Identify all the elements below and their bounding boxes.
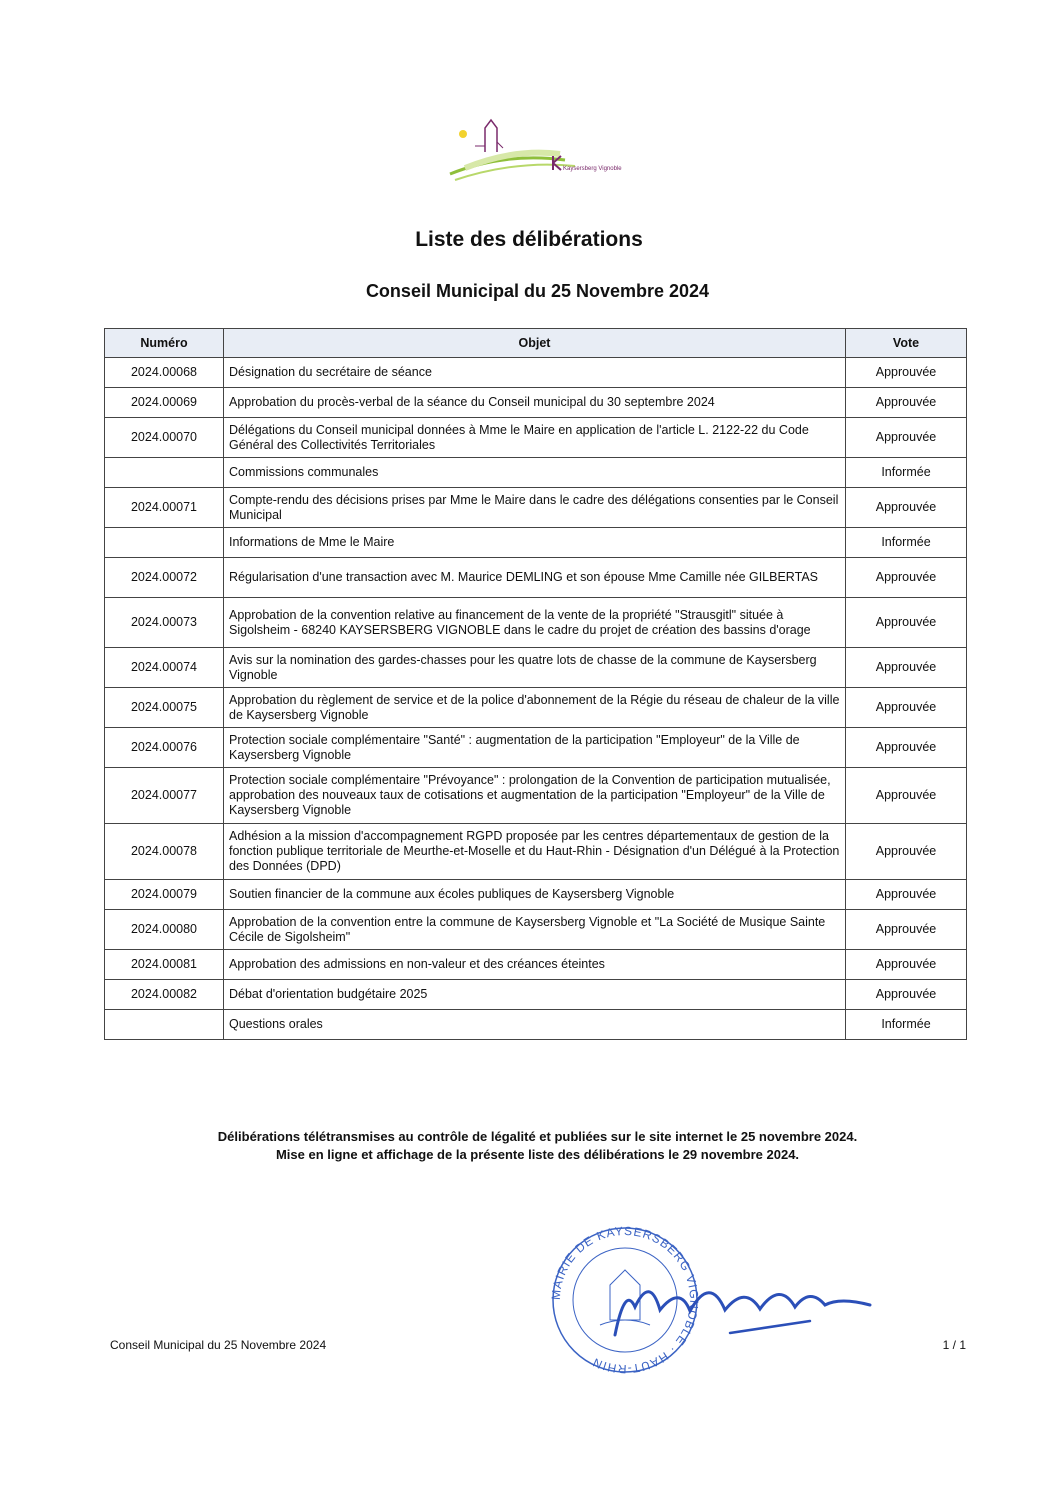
- cell-objet: Informations de Mme le Maire: [224, 528, 846, 558]
- footer-left-text: Conseil Municipal du 25 Novembre 2024: [110, 1338, 327, 1352]
- table-row: [105, 880, 967, 910]
- cell-numero: 2024.00069: [105, 388, 224, 418]
- cell-numero: 2024.00081: [105, 950, 224, 980]
- cell-objet: Protection sociale complémentaire "Prévoyance" : prolongation de la Convention de participation mutualisée, approbation des nouveaux taux de cotisations et augmentation de la participation "Employeur" de la Ville de Kaysersberg Vignoble: [224, 768, 846, 824]
- cell-vote: Approuvée: [846, 768, 967, 824]
- table-row: [105, 418, 967, 458]
- cell-objet: Approbation de la convention entre la commune de Kaysersberg Vignoble et "La Société de Musique Sainte Cécile de Sigolsheim": [224, 910, 846, 950]
- cell-numero: 2024.00082: [105, 980, 224, 1010]
- table-row: [105, 558, 967, 598]
- document-title: Liste des délibérations: [415, 228, 643, 251]
- cell-vote: Approuvée: [846, 728, 967, 768]
- publication-note-line-2: Mise en ligne et affichage de la présente liste des délibérations le 29 novembre 2024.: [275, 1147, 800, 1162]
- cell-objet: Commissions communales: [224, 458, 846, 488]
- table-row: [105, 488, 967, 528]
- cell-vote: Approuvée: [846, 358, 967, 388]
- table-row: [105, 728, 967, 768]
- cell-objet: Soutien financier de la commune aux écoles publiques de Kaysersberg Vignoble: [224, 880, 846, 910]
- cell-objet: Approbation des admissions en non-valeur et des créances éteintes: [224, 950, 846, 980]
- cell-numero: 2024.00079: [105, 880, 224, 910]
- cell-vote: Approuvée: [846, 688, 967, 728]
- cell-vote: Approuvée: [846, 598, 967, 648]
- cell-numero: [105, 528, 224, 558]
- cell-objet: Adhésion a la mission d'accompagnement RGPD proposée par les centres départementaux de gestion de la fonction publique territoriale de Meurthe-et-Moselle et du Haut-Rhin - Désignation d'un Délégué à la Protection des Données (DPD): [224, 824, 846, 880]
- cell-numero: 2024.00080: [105, 910, 224, 950]
- cell-objet: Compte-rendu des décisions prises par Mme le Maire dans le cadre des délégations consenties par le Conseil Municipal: [224, 488, 846, 528]
- mayor-stamp-signature: [540, 1215, 885, 1385]
- cell-objet: Délégations du Conseil municipal données à Mme le Maire en application de l'article L. 2122-22 du Code Général des Collectivités Territoriales: [224, 418, 846, 458]
- page-footer: [110, 1338, 966, 1352]
- municipal-logo: [445, 112, 635, 187]
- cell-vote: Approuvée: [846, 980, 967, 1010]
- svg-text:Kaysersberg Vignoble: Kaysersberg Vignoble: [563, 166, 622, 172]
- publication-note: [0, 1128, 1058, 1164]
- cell-objet: Désignation du secrétaire de séance: [224, 358, 846, 388]
- cell-numero: 2024.00075: [105, 688, 224, 728]
- cell-numero: 2024.00072: [105, 558, 224, 598]
- table-row: [105, 388, 967, 418]
- cell-numero: 2024.00074: [105, 648, 224, 688]
- cell-vote: Informée: [846, 458, 967, 488]
- cell-objet: Débat d'orientation budgétaire 2025: [224, 980, 846, 1010]
- cell-objet: Régularisation d'une transaction avec M. Maurice DEMLING et son épouse Mme Camille née GILBERTAS: [224, 558, 846, 598]
- cell-vote: Informée: [846, 1010, 967, 1040]
- cell-numero: 2024.00068: [105, 358, 224, 388]
- cell-vote: Approuvée: [846, 558, 967, 598]
- cell-vote: Approuvée: [846, 488, 967, 528]
- table-body: [105, 358, 967, 1040]
- table-row: [105, 824, 967, 880]
- cell-objet: Approbation de la convention relative au financement de la vente de la propriété "Strausgitl" située à Sigolsheim - 68240 KAYSERSBERG VIGNOBLE dans le cadre du projet de création des bassins d'orage: [224, 598, 846, 648]
- table-row: [105, 1010, 967, 1040]
- header-numero: Numéro: [105, 329, 224, 358]
- cell-vote: Approuvée: [846, 388, 967, 418]
- table-row: [105, 768, 967, 824]
- cell-numero: 2024.00077: [105, 768, 224, 824]
- cell-numero: 2024.00076: [105, 728, 224, 768]
- document-subtitle: Conseil Municipal du 25 Novembre 2024: [365, 281, 710, 301]
- cell-numero: 2024.00071: [105, 488, 224, 528]
- cell-vote: Approuvée: [846, 418, 967, 458]
- header-vote: Vote: [846, 329, 967, 358]
- cell-numero: 2024.00073: [105, 598, 224, 648]
- header-objet: Objet: [224, 329, 846, 358]
- cell-vote: Informée: [846, 528, 967, 558]
- table-row: [105, 458, 967, 488]
- cell-objet: Approbation du règlement de service et de la police d'abonnement de la Régie du réseau de chaleur de la ville de Kaysersberg Vignoble: [224, 688, 846, 728]
- cell-vote: Approuvée: [846, 910, 967, 950]
- table-row: [105, 910, 967, 950]
- cell-objet: Avis sur la nomination des gardes-chasses pour les quatre lots de chasse de la commune de Kaysersberg Vignoble: [224, 648, 846, 688]
- cell-numero: 2024.00070: [105, 418, 224, 458]
- table-row: [105, 980, 967, 1010]
- svg-text:MAIRIE DE KAYSERSBERG VIGNOBLE: MAIRIE DE KAYSERSBERG VIGNOBLE · HAUT-RHIN: [548, 1223, 702, 1377]
- cell-objet: Approbation du procès-verbal de la séance du Conseil municipal du 30 septembre 2024: [224, 388, 846, 418]
- table-row: [105, 528, 967, 558]
- table-row: [105, 648, 967, 688]
- cell-objet: Questions orales: [224, 1010, 846, 1040]
- table-row: [105, 358, 967, 388]
- page-number: 1 / 1: [942, 1338, 966, 1352]
- cell-vote: Approuvée: [846, 880, 967, 910]
- cell-vote: Approuvée: [846, 824, 967, 880]
- cell-numero: [105, 1010, 224, 1040]
- deliberations-table: [104, 328, 967, 1040]
- cell-objet: Protection sociale complémentaire "Santé" : augmentation de la participation "Employeur" de la Ville de Kaysersberg Vignoble: [224, 728, 846, 768]
- cell-vote: Approuvée: [846, 950, 967, 980]
- cell-numero: 2024.00078: [105, 824, 224, 880]
- cell-vote: Approuvée: [846, 648, 967, 688]
- table-header-row: [105, 329, 967, 358]
- publication-note-line-1: Délibérations télétransmises au contrôle de légalité et publiées sur le site internet le 25 novembre 2024.: [217, 1129, 858, 1144]
- table-row: [105, 950, 967, 980]
- cell-numero: [105, 458, 224, 488]
- table-row: [105, 688, 967, 728]
- table-row: [105, 598, 967, 648]
